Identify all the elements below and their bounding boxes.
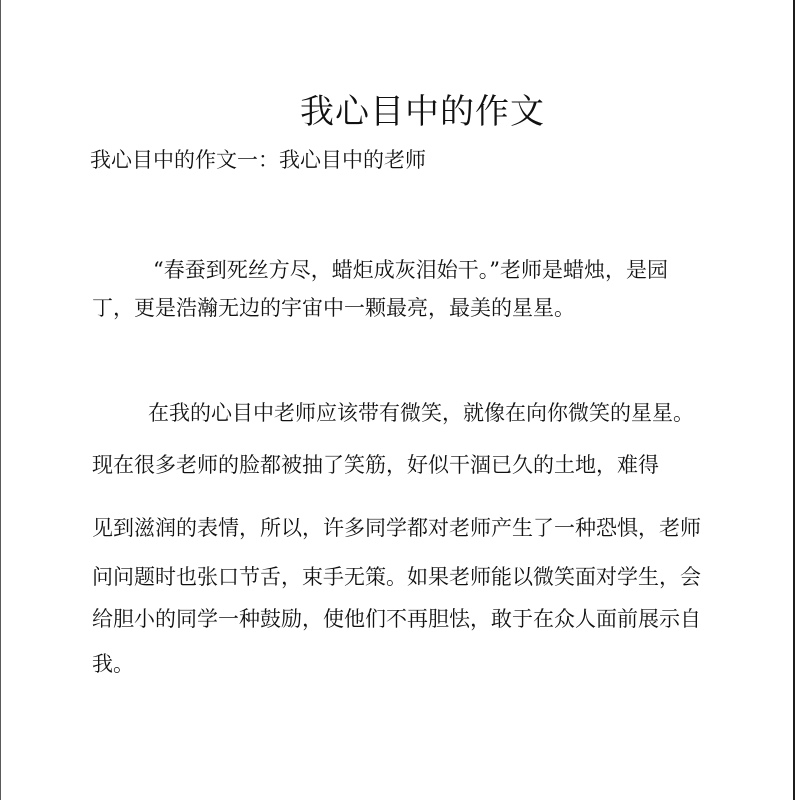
document-title: 我心目中的作文 (300, 92, 545, 132)
paragraph-3-line-4: 我。 (92, 652, 134, 676)
paragraph-3-line-2: 问问题时也张口节舌，束手无策。如果老师能以微笑面对学生，会 (92, 565, 701, 589)
paragraph-1-line-2: 丁，更是浩瀚无边的宇宙中一颗最亮，最美的星星。 (92, 296, 575, 320)
paragraph-1-line-1: “春蚕到死丝方尽，蜡炬成灰泪始干。”老师是蜡烛，是园 (153, 258, 668, 282)
document-subtitle: 我心目中的作文一：我心目中的老师 (90, 148, 426, 172)
page-left-edge (0, 0, 1, 800)
paragraph-3-line-1: 见到滋润的表情，所以，许多同学都对老师产生了一种恐惧，老师 (92, 516, 701, 540)
paragraph-2-line-2: 现在很多老师的脸都被抽了笑筋，好似干涸已久的土地，难得 (92, 453, 659, 477)
page-right-edge (793, 0, 795, 800)
paragraph-3-line-3: 给胆小的同学一种鼓励，使他们不再胆怯，敢于在众人面前展示自 (92, 607, 701, 631)
paragraph-2-line-1: 在我的心目中老师应该带有微笑，就像在向你微笑的星星。 (148, 401, 694, 425)
